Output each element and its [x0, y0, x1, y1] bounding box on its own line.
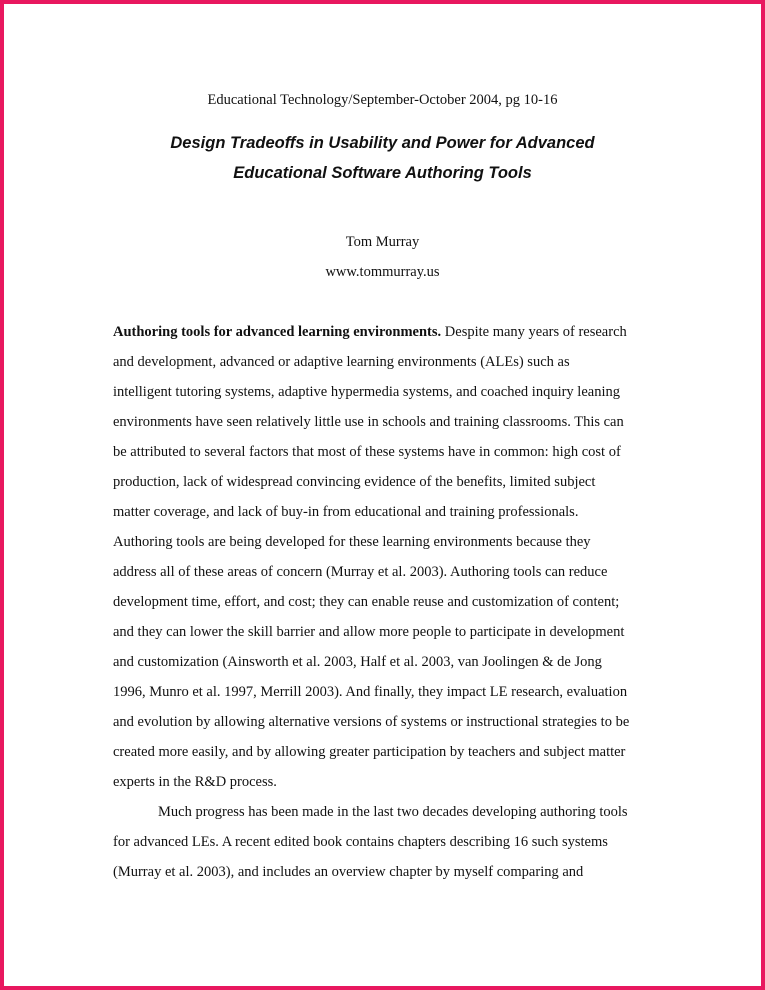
paragraph-2-line: for advanced LEs. A recent edited book contains chapters describing 16 such systems — [113, 834, 608, 850]
paragraph-1-line: Authoring tools are being developed for these learning environments because they — [113, 534, 591, 550]
paragraph-1-lead: Authoring tools for advanced learning environments. — [113, 324, 442, 340]
body-text — [113, 320, 663, 890]
paragraph-1-line: and development, advanced or adaptive learning environments (ALEs) such as — [113, 354, 570, 370]
paragraph-1-line: and they can lower the skill barrier and allow more people to participate in development — [113, 624, 625, 640]
paragraph-1-line: be attributed to several factors that most of these systems have in common: high cost of — [113, 444, 621, 460]
paragraph-1-line: created more easily, and by allowing greater participation by teachers and subject matter — [113, 744, 626, 760]
journal-citation: Educational Technology/September-October 2004, pg 10-16 — [207, 92, 558, 108]
paragraph-1-line-1 — [113, 320, 663, 350]
paragraph-1-line: 1996, Munro et al. 1997, Merrill 2003). And finally, they impact LE research, evaluation — [113, 684, 628, 700]
paragraph-1-line: experts in the R&D process. — [113, 774, 277, 790]
paragraph-1-line-1-rest: Despite many years of research — [441, 324, 627, 340]
paragraph-2-line: Much progress has been made in the last two decades developing authoring tools — [158, 804, 628, 820]
paragraph-1-line: and customization (Ainsworth et al. 2003, Half et al. 2003, van Joolingen & de Jong — [113, 654, 602, 670]
paragraph-1-line: intelligent tutoring systems, adaptive hypermedia systems, and coached inquiry leaning — [113, 384, 620, 400]
author-name: Tom Murray — [345, 234, 420, 250]
paragraph-1-line: matter coverage, and lack of buy-in from educational and training professionals. — [113, 504, 579, 520]
paragraph-1-line: address all of these areas of concern (Murray et al. 2003). Authoring tools can reduce — [113, 564, 608, 580]
paper-title-line-2: Educational Software Authoring Tools — [233, 164, 532, 182]
paragraph-1-line: and evolution by allowing alternative versions of systems or instructional strategies to be — [113, 714, 630, 730]
paper-title — [0, 130, 765, 190]
paper-title-line-1: Design Tradeoffs in Usability and Power for Advanced — [170, 134, 595, 152]
author-website: www.tommurray.us — [325, 264, 440, 280]
paragraph-2-line: (Murray et al. 2003), and includes an overview chapter by myself comparing and — [113, 864, 584, 880]
paragraph-1-line: development time, effort, and cost; they can enable reuse and customization of content; — [113, 594, 620, 610]
paragraph-1-line: environments have seen relatively little use in schools and training classrooms. This can — [113, 414, 624, 430]
paragraph-1-line: production, lack of widespread convincing evidence of the benefits, limited subject — [113, 474, 596, 490]
